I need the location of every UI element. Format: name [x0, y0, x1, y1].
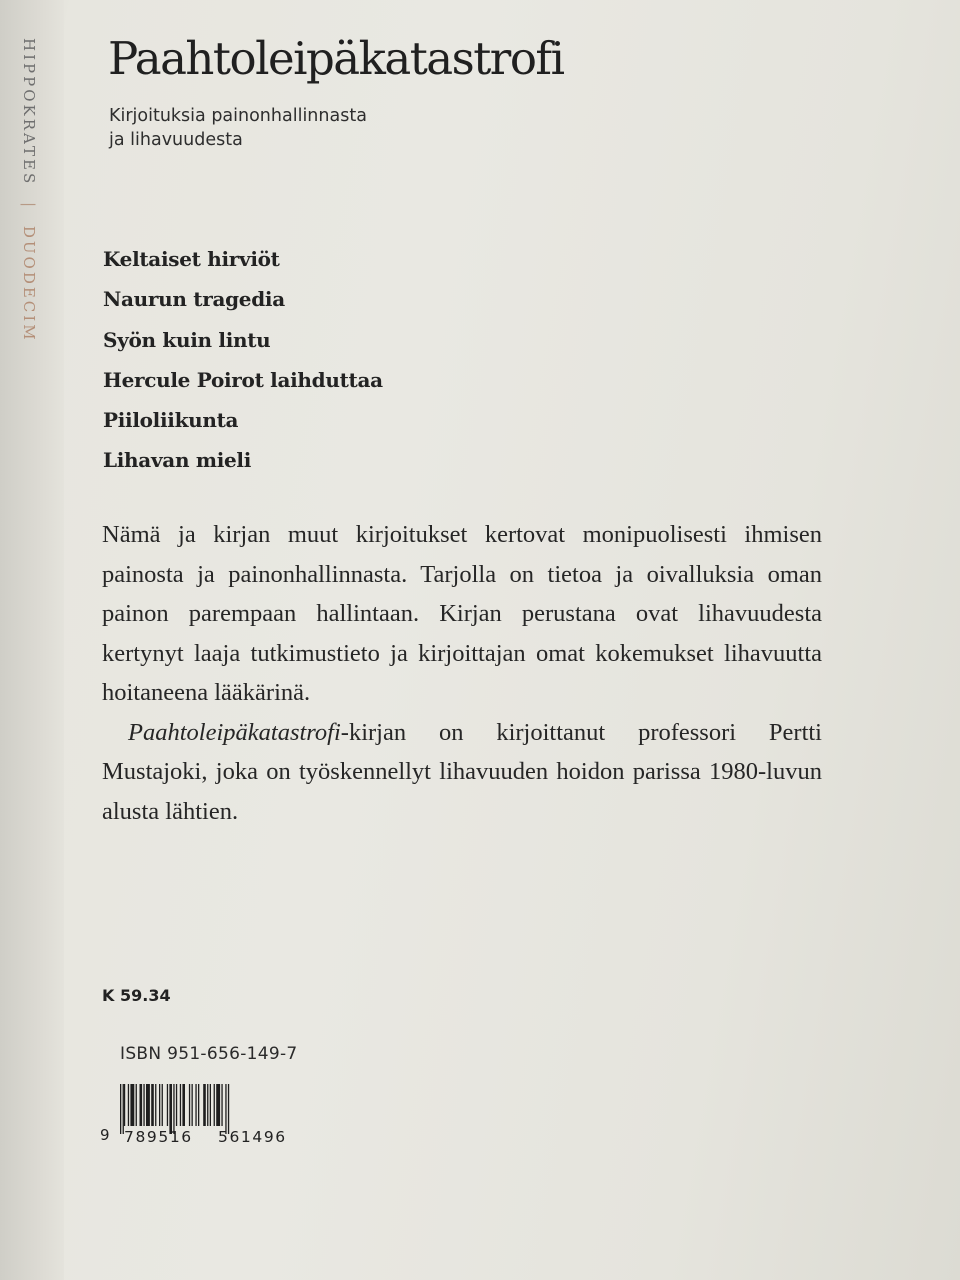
book-spine	[0, 0, 64, 1280]
barcode-bar	[214, 1084, 215, 1126]
paragraph-2-text: -kirjan on kirjoittanut professori Pertti Mustajoki, joka on työskennellyt lihavuuden hoidon parissa 1980-luvun alusta lähtien.	[102, 718, 822, 825]
barcode-bar	[207, 1084, 208, 1126]
barcode-bar	[130, 1084, 134, 1126]
subtitle-line-1: Kirjoituksia painonhallinnasta	[109, 106, 367, 126]
barcode	[100, 1084, 300, 1150]
barcode-bar	[155, 1084, 156, 1126]
barcode-bar	[143, 1084, 144, 1126]
barcode-bar	[140, 1084, 143, 1126]
chapter-item: Keltaiset hirviöt	[103, 247, 280, 271]
barcode-bar	[182, 1084, 185, 1126]
barcode-bar	[146, 1084, 150, 1126]
barcode-bar	[195, 1084, 196, 1126]
chapter-item: Syön kuin lintu	[103, 327, 271, 352]
barcode-bar	[228, 1084, 229, 1134]
barcode-bar	[176, 1084, 177, 1126]
chapter-item: Lihavan mieli	[103, 448, 252, 473]
barcode-bar	[210, 1084, 211, 1126]
barcode-bar	[221, 1084, 222, 1126]
spine-separator: |	[20, 202, 38, 211]
barcode-bar	[203, 1084, 206, 1126]
barcode-bar	[216, 1084, 220, 1126]
description-paragraph-1: Nämä ja kirjan muut kirjoitukset kertovat monipuolisesti ihmisen painosta ja painonhallinnasta. Tarjolla on tietoa ja oivalluksia oman painon parempaan hallintaan. Kirjan perustana ovat lihavuudesta kertynyt laaja tutkimustieto ja kirjoittajan omat kokemukset lihavuutta hoitaneena lääkärinä.	[102, 521, 822, 706]
barcode-bar	[169, 1084, 172, 1134]
barcode-bar	[159, 1084, 160, 1126]
description-paragraph-2	[102, 713, 822, 832]
chapter-item: Hercule Poirot laihduttaa	[103, 367, 383, 392]
book-title-inline: Paahtoleipäkatastrofi	[128, 718, 341, 746]
barcode-bar	[167, 1084, 168, 1126]
barcode-bar	[192, 1084, 193, 1126]
barcode-bar	[128, 1084, 129, 1126]
barcode-bar	[225, 1084, 226, 1134]
barcode-bar	[173, 1084, 174, 1134]
barcode-bar	[123, 1084, 124, 1134]
barcode-bar	[151, 1084, 154, 1126]
chapter-item: Piiloliikunta	[103, 408, 239, 433]
barcode-digits-left: 789516	[124, 1128, 193, 1146]
chapter-item: Naurun tragedia	[103, 287, 285, 312]
barcode-bar	[189, 1084, 190, 1126]
spine-series: DUODECIM	[20, 225, 38, 343]
book-title: Paahtoleipäkatastrofi	[108, 32, 564, 85]
barcode-bars	[120, 1084, 290, 1134]
isbn-number: ISBN 951-656-149-7	[120, 1044, 298, 1064]
spine-label	[20, 38, 38, 343]
barcode-bar	[136, 1084, 137, 1126]
barcode-bar	[180, 1084, 181, 1126]
book-subtitle	[109, 104, 367, 152]
barcode-digits-right: 561496	[218, 1128, 287, 1146]
subtitle-line-2: ja lihavuudesta	[109, 130, 243, 150]
barcode-bar	[198, 1084, 199, 1126]
description	[102, 515, 822, 831]
barcode-bar	[120, 1084, 121, 1134]
barcode-bar	[162, 1084, 163, 1126]
library-classification: K 59.34	[102, 986, 171, 1005]
barcode-first-digit: 9	[100, 1126, 110, 1144]
chapter-list	[103, 239, 383, 481]
barcode-bar	[124, 1084, 125, 1126]
spine-publisher: HIPPOKRATES	[20, 38, 38, 187]
